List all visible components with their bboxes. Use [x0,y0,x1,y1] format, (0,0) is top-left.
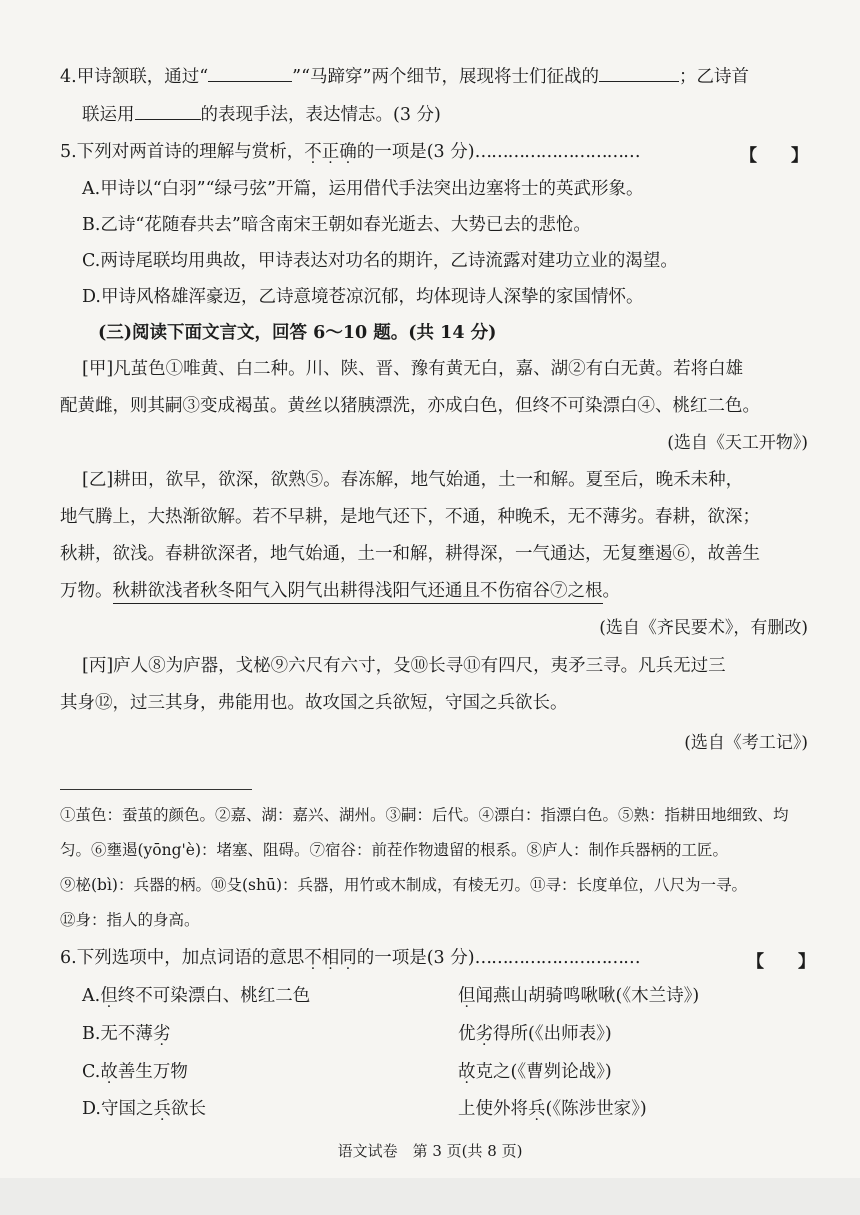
q4-text-a: 4.甲诗颔联，通过“ [60,67,209,87]
option-text: 终不可染漂白、桃红二色 [117,986,311,1006]
q4-text-c: ；乙诗首 [679,67,749,87]
emphasis-char: 但 [100,986,118,1006]
option-text: D.守国之 [82,1099,154,1119]
yi-text: 万物。 [60,581,113,601]
question-4-line1 [60,64,749,89]
emphasis-char: 劣 [475,1024,493,1044]
yi-text-end: 。 [602,581,620,601]
option-text: 欲长 [170,1099,206,1119]
option-text: 善生万物 [117,1062,188,1082]
q6-option-d-right [458,1097,647,1121]
option-text: B.无不薄 [82,1024,153,1044]
emphasis-char: 正 [321,142,340,162]
option-label: A. [82,986,101,1006]
emphasis-char: 不 [304,948,322,968]
q6-option-d-left[interactable] [82,1097,206,1121]
q6-option-b-left[interactable] [82,1022,170,1046]
emphasis-char: 不 [304,142,322,162]
passage-bing-line2: 其身⑫，过三其身，弗能用也。故攻国之兵欲短，守国之兵欲长。 [60,693,568,713]
option-text: 克之(《曹刿论战》) [475,1062,612,1082]
q5-option-c[interactable]: C.两诗尾联均用典故，甲诗表达对功名的期许，乙诗流露对建功立业的渴望。 [82,251,678,271]
section-3-heading: (三)阅读下面文言文，回答 6～10 题。(共 14 分) [98,323,497,343]
underlined-sentence: 秋耕欲浅者秋冬阳气入阴气出耕得浅阳气还通且不伤宿谷⑦之根 [113,581,603,604]
q6-stem-a: 6.下列选项中，加点词语的意思 [60,948,305,968]
passage-yi-line2: 地气腾上，大热渐欲解。若不早耕，是地气还下，不通，种晚禾，无不薄劣。春耕，欲深； [60,507,760,527]
q6-option-b-right [458,1022,612,1046]
q5-option-a[interactable]: A.甲诗以“白羽”“绿弓弦”开篇，运用借代手法突出边塞将士的英武形象。 [82,179,644,199]
option-text: (《陈涉世家》) [545,1099,647,1119]
q5-option-d[interactable]: D.甲诗风格雄浑豪迈，乙诗意境苍凉沉郁，均体现诗人深挚的家国情怀。 [82,287,644,307]
q6-option-a-left[interactable] [82,984,310,1008]
q6-option-a-right [458,984,699,1008]
passage-yi-source: (选自《齐民要术》，有删改) [599,618,808,638]
emphasis-char: 劣 [152,1024,171,1044]
emphasis-char: 确 [339,142,357,162]
q6-option-c-right [458,1060,612,1084]
q5-option-b[interactable]: B.乙诗“花随春共去”暗含南宋王朝如春光逝去、大势已去的悲怆。 [82,215,591,235]
footnote-line4: ⑫身：指人的身高。 [60,911,200,929]
answer-blank-2[interactable] [599,64,679,82]
passage-bing-source: (选自《考工记》) [684,733,808,753]
passage-yi-line1: [乙]耕田，欲早，欲深，欲熟⑤。春冻解，地气始通，土一和解。夏至后，晚禾未种， [82,470,744,490]
option-label: C. [82,1062,101,1082]
emphasis-char: 但 [458,986,476,1006]
dot-leader: ………………………… [474,142,640,162]
footnote-line2: 匀。⑥壅遏(yōng'è)：堵塞、阻碍。⑦宿谷：前茬作物遗留的根系。⑧庐人：制作兵器柄的工匠。 [60,841,729,859]
question-6-stem [60,946,640,970]
q4-text-e: 的表现手法，表达情志。(3 分) [200,105,441,125]
passage-yi-line3: 秋耕，欲浅。春耕欲深者，地气始通，土一和解，耕得深，一气通达，无复壅遏⑥，故善生 [60,544,760,564]
q4-text-d: 联运用 [82,105,135,125]
option-text: 得所(《出师表》) [493,1024,612,1044]
answer-blank-1[interactable] [208,64,292,82]
q5-stem-c: 的一项是(3 分) [356,142,475,162]
footnote-divider [60,789,252,790]
q4-text-b: ”“马蹄穿”两个细节，展现将士们征战的 [292,67,599,87]
option-text: 优 [458,1024,476,1044]
bottom-band [0,1178,860,1215]
emphasis-char: 相 [321,948,340,968]
emphasis-char: 故 [458,1062,476,1082]
dot-leader: ………………………… [474,948,640,968]
q6-option-c-left[interactable] [82,1060,188,1084]
emphasis-char: 兵 [153,1099,171,1119]
passage-jia-line1: [甲]凡茧色①唯黄、白二种。川、陕、晋、豫有黄无白，嘉、湖②有白无黄。若将白雄 [82,359,744,379]
passage-yi-line4 [60,579,620,603]
answer-bracket-q6[interactable]: 【 】 [747,952,815,972]
question-5-stem [60,140,640,164]
footnote-line3: ⑨柲(bì)：兵器的柄。⑩殳(shū)：兵器，用竹或木制成，有棱无刃。⑪寻：长度单位，八尺为一寻。 [60,876,747,894]
question-4-line2 [82,102,441,127]
answer-blank-3[interactable] [135,102,201,120]
emphasis-char: 同 [339,948,357,968]
passage-bing-line1: [丙]庐人⑧为庐器，戈柲⑨六尺有六寸，殳⑩长寻⑪有四尺，夷矛三寻。凡兵无过三 [82,656,726,676]
option-text: 闻燕山胡骑鸣啾啾(《木兰诗》) [475,986,700,1006]
footnote-line1: ①茧色：蚕茧的颜色。②嘉、湖：嘉兴、湖州。③嗣：后代。④漂白：指漂白色。⑤熟：指耕田地细致、均 [60,806,789,824]
passage-jia-line2: 配黄雌，则其嗣③变成褐茧。黄丝以猪胰漂洗，亦成白色，但终不可染漂白④、桃红二色。 [60,396,760,416]
emphasis-char: 兵 [528,1099,546,1119]
q5-stem-a: 5.下列对两首诗的理解与赏析， [60,142,305,162]
option-text: 上使外将 [458,1099,528,1119]
page-footer: 语文试卷 第 3 页(共 8 页) [337,1142,523,1160]
passage-jia-source: (选自《天工开物》) [667,433,808,453]
q6-stem-c: 的一项是(3 分) [356,948,475,968]
emphasis-char: 故 [100,1062,118,1082]
answer-bracket-q5[interactable]: 【 】 [740,146,808,166]
